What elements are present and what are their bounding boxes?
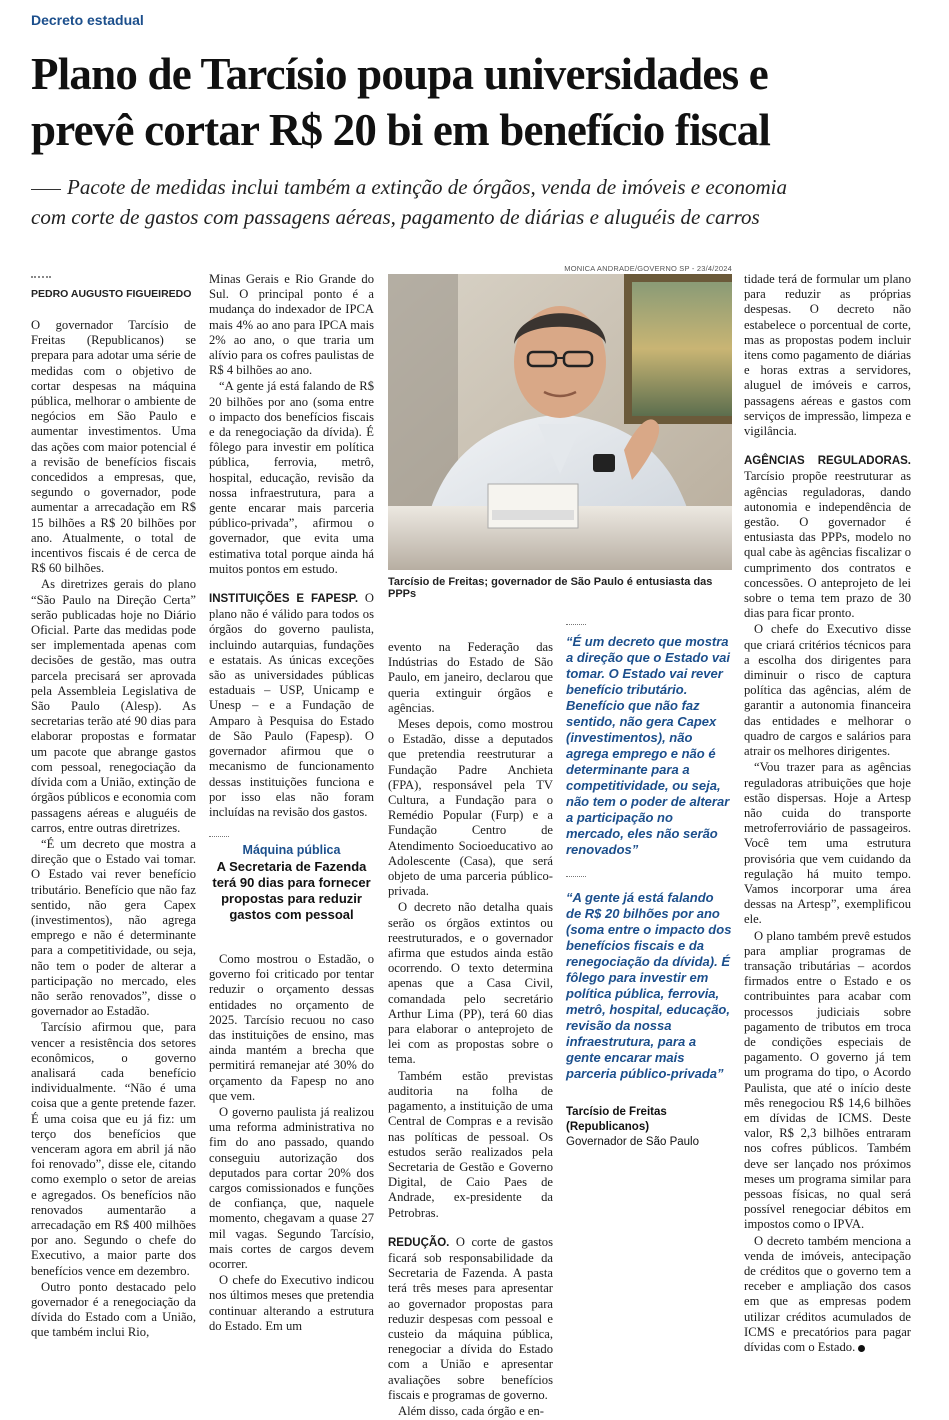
pull-quote-2: “A gente já está falando de R$ 20 bilhões por ano (soma entre o impacto dos benefícios fiscais e da renegociação da dívida). É fôlego para investir em política pública, ferrovia, metrô, hospital, educação, revisão da nossa infraestrutura, para a gente encarar mais parceria público-privada” [566, 890, 732, 1081]
paragraph: O chefe do Executivo disse que criará critérios técnicos para a escolha dos dirigentes para diminuir o risco de captura política das agências, além de garantir a autonomia financeira das entidades e melhorar o quadro de cargos e salários para atrair os melhores dirigentes. [744, 622, 911, 759]
paragraph [209, 591, 374, 820]
column-3 [388, 640, 553, 1420]
deck-dash [31, 189, 61, 190]
paragraph: O governo paulista já realizou uma reforma administrativa no fim do ano passado, quando conseguiu autorização dos deputados para cortar 20% dos cargos comissionados e funções de confiança, que, naquele momento, chegavam a quase 27 mil vagas. Segundo Tarcísio, mais cortes de cargos devem ocorrer. [209, 1105, 374, 1272]
quote-divider [566, 876, 586, 877]
paragraph [744, 1234, 911, 1356]
paragraph: Outro ponto destacado pelo governador é a renegociação da dívida do Estado com a União, que também inclui Rio, [31, 1279, 196, 1340]
final-paragraph-text: O decreto também menciona a venda de imóveis, antecipação de créditos que o governo tem a receber e ampliação dos casos em que as empresas podem utilizar créditos acumulados de ICMS e precatórios para pagar dívidas com o Estado. [744, 1233, 911, 1355]
photo-credit: MONICA ANDRADE/GOVERNO SP - 23/4/2024 [564, 264, 732, 273]
paragraph: “A gente já está falando de R$ 20 bilhões por ano (soma entre o impacto dos benefícios fiscais e da renegociação da dívida). É fôlego para investir em política pública, ferrovia, metrô, hospital, educação, revisão da nossa infraestrutura, para a gente encarar mais parceria público-privada”, afirmou o governador, que evita uma estimativa total porque ainda há muitos pontos em estudo. [209, 379, 374, 576]
section-text: Tarcísio propõe reestruturar as agências reguladoras, dando autonomia e independência de gestão. O governador é entusiasta das PPPs, modelo no qual cabe às agências fiscalizar o cumprimento dos contratos e concessões. O anteprojeto de lei sobre o tema tem prazo de 30 dias para ficar pronto. [744, 469, 911, 621]
section-heading: AGÊNCIAS REGULADORAS. [744, 455, 911, 468]
factbox-text: A Secretaria de Fazenda terá 90 dias para fornecer propostas para reduzir gastos com pessoal [212, 859, 371, 922]
column-1 [31, 318, 196, 1342]
paragraph: Como mostrou o Estadão, o governo foi criticado por tentar reduzir o orçamento dessas entidades no orçamento de 2025. Tarcísio recuou no caso das instituições de ensino, mas ainda mantém a brecha que permitirá remanejar até 30% do orçamento da Fapesp no ano que vem. [209, 952, 374, 1103]
paragraph [388, 1235, 553, 1403]
factbox-divider [209, 836, 229, 837]
paragraph: “Vou trazer para as agências reguladoras atribuições que hoje estão dispersas. Hoje a Artesp não cuida do transporte metroferroviário de passageiros. Você tem uma estrutura provisória que vem cuidando da regulação há muito tempo. Vamos incorporar uma área dessas na Artesp”, exemplificou ele. [744, 760, 911, 927]
paragraph: As diretrizes gerais do plano “São Paulo na Direção Certa” serão publicadas hoje no Diário Oficial. Parte das medidas pode ser implementada apenas com decisões de gestão, mas outra parcela precisará ser aprovada pela Assembleia Legislativa de São Paulo (Alesp). As secretarias terão até 90 dias para elaborar propostas e formatar um pacote que abrange gastos com pessoal, renegociação da dívida com a União, extinção de órgãos públicos e economia com passagens aéreas e aluguéis de carros, entre outras diretrizes. [31, 577, 196, 835]
attribution-role: Governador de São Paulo [566, 1136, 699, 1148]
paragraph: Tarcísio afirmou que, para vencer a resistência dos setores econômicos, o governo analisará cada benefício individualmente. “Não é uma coisa que a gente pretende fazer. É uma coisa que eu já fiz: um terço dos benefícios que venceram agora em abril já não foi renovado”, disse ele, citando como exemplo o setor de areias e agregados. Os benefícios não renovados aumentarão a arrecadação em R$ 400 milhões por ano. Segundo o chefe do Executivo, a maior parte dos benefícios vence em dezembro. [31, 1020, 196, 1278]
paragraph: Meses depois, como mostrou o Estadão, disse a deputados que pretendia reestruturar a Fundação Padre Anchieta (FPA), responsável pela TV Cultura, a Fundação para o Remédio Popular (Furp) e a Fundação Centro de Atendimento Socioeducativo ao Adolescente (Casa), que será objeto de uma parceria público-privada. [388, 717, 553, 899]
paragraph: Minas Gerais e Rio Grande do Sul. O principal ponto é a mudança do indexador de IPCA mais 4% ao ano para IPCA mais 2% ao ano, o que traria um alívio para os cofres paulistas de R$ 4 bilhões ao ano. [209, 272, 374, 378]
paragraph: tidade terá de formular um plano para reduzir as próprias despesas. O decreto não estabelece o porcentual de corte, mas as propostas podem incluir itens como pagamento de diárias e horas extras a servidores, aluguel de imóveis e carros, passagens aéreas e gastos com serviços de impressão, limpeza e vigilância. [744, 272, 911, 439]
photo [388, 274, 732, 570]
paragraph: O chefe do Executivo indicou nos últimos meses que pretendia continuar alterando a estrutura do Estado. Em um [209, 1273, 374, 1333]
attribution-party: (Republicanos) [566, 1121, 650, 1133]
section-text: O plano não é válido para todos os órgãos do governo paulista, incluindo autarquias, fundações e estatais. As únicas exceções são as universidades públicas estaduais – USP, Unicamp e Unesp – e a Fundação de Amparo à Pesquisa do Estado de São Paulo (Fapesp). O governador afirmou que o mecanismo de funcionamento dessas instituições funciona e por isso elas não foram incluídas na revisão dos gastos. [209, 591, 374, 819]
byline: PEDRO AUGUSTO FIGUEIREDO [31, 288, 192, 300]
photo-caption: Tarcísio de Freitas; governador de São Paulo é entusiasta das PPPs [388, 576, 713, 600]
quote-attribution [566, 1105, 732, 1150]
section-text: O corte de gastos ficará sob responsabilidade da Secretaria de Fazenda. A pasta terá três meses para apresentar ao governador propostas para reduzir despesas com pessoal e custeio da máquina pública, renegociar a dívida do Estado com a União e apresentar avaliações sobre benefícios fiscais e programas de governo. [388, 1234, 553, 1402]
headline [31, 46, 921, 158]
end-mark-icon [858, 1345, 865, 1352]
paragraph: Além disso, cada órgão e en- [398, 1403, 544, 1418]
section-heading: REDUÇÃO. [388, 1236, 450, 1249]
portrait-illustration [388, 274, 732, 570]
column-2-top [209, 272, 374, 821]
factbox-title: Máquina pública [242, 843, 341, 857]
paragraph: evento na Federação das Indústrias do Estado de São Paulo, em janeiro, declarou que queria extinguir órgãos e agências. [388, 640, 553, 715]
deck-line-1: Pacote de medidas inclui também a extinção de órgãos, venda de imóveis e economia [67, 175, 788, 199]
headline-line-2: prevê cortar R$ 20 bi em benefício fiscal [31, 105, 771, 155]
byline-divider [31, 276, 51, 278]
headline-line-1: Plano de Tarcísio poupa universidades e [31, 49, 768, 99]
attribution-name: Tarcísio de Freitas [566, 1106, 667, 1118]
quote-divider [566, 624, 586, 625]
kicker: Decreto estadual [31, 12, 144, 28]
paragraph: O decreto não detalha quais serão os órgãos extintos ou reestruturados, e o governador afirma que estudos ainda estão ocorrendo. O texto determina apenas que a Casa Civil, comandada pelo secretário Arthur Lima (PP), terá 60 dias para elaborar o anteprojeto de lei com as propostas sobre o tema. [388, 900, 553, 1067]
column-2-bottom [209, 952, 374, 1335]
section-heading: INSTITUIÇÕES E FAPESP. [209, 593, 359, 606]
paragraph: O plano também prevê estudos para ampliar programas de transação tributárias – acordos firmados entre o Estado e os contribuintes para acabar com processos judiciais sobre pagamento de tributos em troca de condições especiais de pagamento. O governo já tem um programa do tipo, o Acordo Paulista, que até o início deste mês renegociou R$ 14,6 bilhões em dívidas de ICMS. Deste valor, R$ 2,3 bilhões entraram nos cofres públicos. Também deve ser lançado nos próximos meses um programa similar para pessoas físicas, no qual será possível renegociar débitos em impostos como o IPVA. [744, 928, 911, 1232]
factbox [209, 836, 374, 923]
paragraph: “É um decreto que mostra a direção que o Estado vai tomar. O Estado vai rever benefício tributário. Benefício que não faz sentido, não gera Capex (investimentos), não agrega emprego e não é determinante para a competitividade, ou seja, não tem o poder de alterar a participação no mercado, eles não serão renovados”, disse o governador ao Estadão. [31, 836, 196, 1019]
column-4 [744, 272, 911, 1356]
deck [31, 172, 921, 232]
paragraph [744, 453, 911, 621]
paragraph: O governador Tarcísio de Freitas (Republicanos) se prepara para adotar uma série de medidas com o objetivo de cortar despesas na máquina pública, melhorar o ambiente de negócios em São Paulo e aumentar investimentos. Uma das ações com maior potencial é a revisão de benefícios fiscais concedidos a empresas, que, segundo o governador, pode aumentar a arrecadação em R$ 15 bilhões a R$ 20 bilhões por ano. Atualmente, o total de incentivos fiscais é de cerca de R$ 60 bilhões. [31, 318, 196, 576]
deck-line-2: com corte de gastos com passagens aéreas, pagamento de diárias e aluguéis de carros [31, 205, 760, 229]
pull-quote-1: “É um decreto que mostra a direção que o Estado vai tomar. O Estado vai rever benefício tributário. Benefício que não faz sentido, não gera Capex (investimentos), não agrega emprego e não é determinante para a competitividade, ou seja, não tem o poder de alterar a participação no mercado, eles não serão renovados” [566, 634, 730, 857]
paragraph: Também estão previstas auditoria na folha de pagamento, a instituição de uma Central de Compras e a revisão nas políticas de pessoal. Os estudos serão realizados pela Secretaria de Gestão e Governo Digital, de Caio Paes de Andrade, ex-presidente da Petrobras. [388, 1068, 553, 1220]
